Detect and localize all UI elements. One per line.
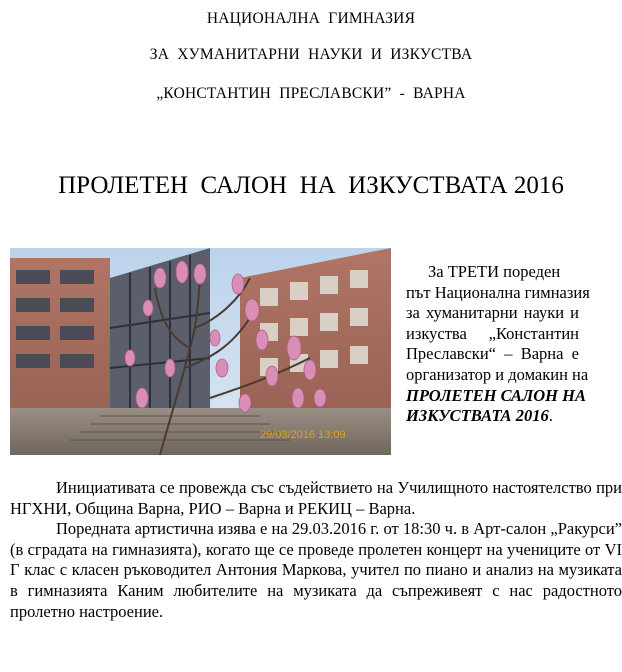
intro-line-7 (406, 385, 586, 407)
school-name-line-3: „КОНСТАНТИН ПРЕСЛАВСКИ” - ВАРНА (156, 85, 466, 102)
school-building-photo (10, 248, 391, 455)
intro-line-1: За ТРЕТИ пореден (428, 262, 561, 281)
photo-timestamp: 29/03/2016 13:09 (260, 429, 346, 441)
document-title: ПРОЛЕТЕН САЛОН НА ИЗКУСТВАТА 2016 (58, 172, 564, 199)
intro-text (406, 262, 590, 427)
intro-line-6: организатор и домакин на (406, 364, 589, 384)
intro-line-4: изкуства „Константин (406, 323, 579, 343)
intro-line-8 (406, 406, 579, 427)
intro-line-5: Преславски“ – Варна е (406, 344, 579, 364)
school-name-line-1: НАЦИОНАЛНА ГИМНАЗИЯ (206, 10, 416, 27)
paragraph-2: Поредната артистична изява е на 29.03.2016 г. от 18:30 ч. в Арт-салон „Ракурси” (в сградата на гимназията), когато ще се проведе пролетен концерт на учениците от VI Г клас с класен ръководител Антония Маркова, учител по пиано и анализ на музиката в гимназията Каним любителите на музиката да съпреживеят с нас радостното пролетно настроение. (10, 519, 622, 621)
event-name-part-1: ПРОЛЕТЕН САЛОН НА (406, 385, 586, 405)
intro-line-2: път Национална гимназия (406, 282, 590, 302)
school-name-line-2: ЗА ХУМАНИТАРНИ НАУКИ И ИЗКУСТВА (149, 46, 473, 63)
main-text (10, 478, 622, 622)
paragraph-1: Инициативата се провежда със съдействието на Училищното настоятелство при НГХНИ, Община Варна, РИО – Варна и РЕКИЦ – Варна. (10, 478, 622, 518)
intro-line-3: за хуманитарни науки и (406, 303, 579, 323)
event-name-part-2: ИЗКУСТВАТА 2016 (406, 406, 549, 426)
period: . (548, 406, 553, 426)
